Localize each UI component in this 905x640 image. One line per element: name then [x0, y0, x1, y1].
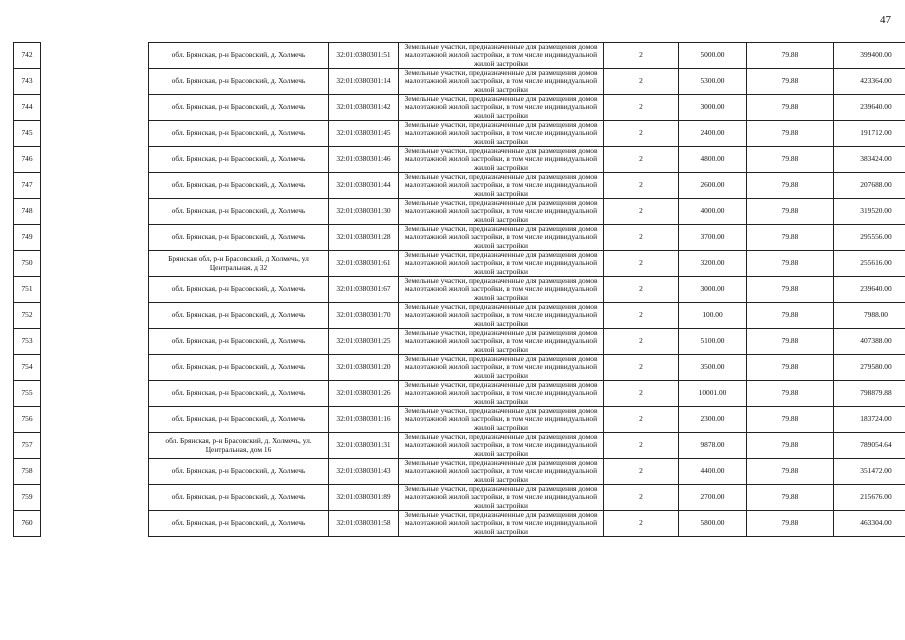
group-cell: 2	[604, 485, 679, 511]
cadastral-number-cell: 32:01:0380301:61	[329, 251, 399, 277]
specific-value-cell: 79.88	[747, 173, 834, 199]
empty-column	[41, 173, 149, 199]
table-row	[14, 121, 905, 147]
specific-value-cell: 79.88	[747, 381, 834, 407]
area-cell: 10001.00	[679, 381, 747, 407]
table-body	[14, 43, 905, 537]
area-cell: 2300.00	[679, 407, 747, 433]
land-use-category-cell: Земельные участки, предназначенные для размещения домов малоэтажной жилой застройки, в том числе индивидуальной жилой застройки	[399, 459, 604, 485]
empty-column	[41, 277, 149, 303]
specific-value-cell: 79.88	[747, 69, 834, 95]
table-row	[14, 511, 905, 537]
address-cell: обл. Брянская, р-н Брасовский, д. Холмечь	[149, 43, 329, 69]
land-use-category-cell: Земельные участки, предназначенные для размещения домов малоэтажной жилой застройки, в том числе индивидуальной жилой застройки	[399, 407, 604, 433]
group-cell: 2	[604, 251, 679, 277]
address-cell: обл. Брянская, р-н Брасовский, д. Холмечь	[149, 511, 329, 537]
empty-column	[41, 303, 149, 329]
specific-value-cell: 79.88	[747, 355, 834, 381]
specific-value-cell: 79.88	[747, 121, 834, 147]
table-row	[14, 199, 905, 225]
group-cell: 2	[604, 511, 679, 537]
cadastral-number-cell: 32:01:0380301:51	[329, 43, 399, 69]
cadastral-number-cell: 32:01:0380301:30	[329, 199, 399, 225]
specific-value-cell: 79.88	[747, 277, 834, 303]
row-number: 748	[14, 199, 41, 225]
empty-column	[41, 225, 149, 251]
empty-column	[41, 433, 149, 459]
address-cell: обл. Брянская, р-н Брасовский, д. Холмечь	[149, 69, 329, 95]
area-cell: 2400.00	[679, 121, 747, 147]
address-cell: обл. Брянская, р-н Брасовский, д. Холмечь	[149, 485, 329, 511]
empty-column	[41, 121, 149, 147]
empty-column	[41, 381, 149, 407]
table-row	[14, 225, 905, 251]
area-cell: 4000.00	[679, 199, 747, 225]
group-cell: 2	[604, 433, 679, 459]
empty-column	[41, 407, 149, 433]
table-row	[14, 303, 905, 329]
cadastral-value-cell: 183724.00	[834, 407, 905, 433]
empty-column	[41, 147, 149, 173]
group-cell: 2	[604, 199, 679, 225]
row-number: 760	[14, 511, 41, 537]
group-cell: 2	[604, 95, 679, 121]
table-row	[14, 381, 905, 407]
specific-value-cell: 79.88	[747, 95, 834, 121]
cadastral-value-cell: 191712.00	[834, 121, 905, 147]
table-row	[14, 485, 905, 511]
land-use-category-cell: Земельные участки, предназначенные для размещения домов малоэтажной жилой застройки, в том числе индивидуальной жилой застройки	[399, 485, 604, 511]
group-cell: 2	[604, 303, 679, 329]
cadastral-number-cell: 32:01:0380301:20	[329, 355, 399, 381]
specific-value-cell: 79.88	[747, 459, 834, 485]
table-row	[14, 459, 905, 485]
row-number: 750	[14, 251, 41, 277]
area-cell: 3000.00	[679, 95, 747, 121]
group-cell: 2	[604, 225, 679, 251]
address-cell: обл. Брянская, р-н Брасовский, д. Холмечь	[149, 303, 329, 329]
address-cell: обл. Брянская, р-н Брасовский, д. Холмечь	[149, 199, 329, 225]
cadastral-value-cell: 279580.00	[834, 355, 905, 381]
row-number: 744	[14, 95, 41, 121]
row-number: 754	[14, 355, 41, 381]
row-number: 751	[14, 277, 41, 303]
address-cell: обл. Брянская, р-н Брасовский, д. Холмечь, ул. Центральная, дом 16	[149, 433, 329, 459]
empty-column	[41, 69, 149, 95]
cadastral-value-cell: 215676.00	[834, 485, 905, 511]
address-cell: обл. Брянская, р-н Брасовский, д. Холмечь	[149, 147, 329, 173]
area-cell: 4400.00	[679, 459, 747, 485]
cadastral-value-cell: 407388.00	[834, 329, 905, 355]
cadastral-value-cell: 7988.00	[834, 303, 905, 329]
cadastral-number-cell: 32:01:0380301:16	[329, 407, 399, 433]
specific-value-cell: 79.88	[747, 147, 834, 173]
row-number: 746	[14, 147, 41, 173]
row-number: 752	[14, 303, 41, 329]
table-row	[14, 251, 905, 277]
area-cell: 2600.00	[679, 173, 747, 199]
table-row	[14, 147, 905, 173]
cadastral-value-cell: 789054.64	[834, 433, 905, 459]
empty-column	[41, 199, 149, 225]
specific-value-cell: 79.88	[747, 225, 834, 251]
cadastral-number-cell: 32:01:0380301:45	[329, 121, 399, 147]
specific-value-cell: 79.88	[747, 511, 834, 537]
address-cell: обл. Брянская, р-н Брасовский, д. Холмечь	[149, 121, 329, 147]
empty-column	[41, 95, 149, 121]
table-row	[14, 329, 905, 355]
cadastral-value-cell: 239640.00	[834, 277, 905, 303]
address-cell: обл. Брянская, р-н Брасовский, д. Холмечь	[149, 329, 329, 355]
group-cell: 2	[604, 121, 679, 147]
cadastral-number-cell: 32:01:0380301:67	[329, 277, 399, 303]
cadastral-number-cell: 32:01:0380301:70	[329, 303, 399, 329]
land-use-category-cell: Земельные участки, предназначенные для размещения домов малоэтажной жилой застройки, в том числе индивидуальной жилой застройки	[399, 43, 604, 69]
specific-value-cell: 79.88	[747, 485, 834, 511]
table-row	[14, 355, 905, 381]
cadastral-value-cell: 399400.00	[834, 43, 905, 69]
row-number: 747	[14, 173, 41, 199]
cadastral-number-cell: 32:01:0380301:58	[329, 511, 399, 537]
empty-column	[41, 459, 149, 485]
cadastral-number-cell: 32:01:0380301:89	[329, 485, 399, 511]
cadastral-number-cell: 32:01:0380301:31	[329, 433, 399, 459]
row-number: 745	[14, 121, 41, 147]
cadastral-value-cell: 207688.00	[834, 173, 905, 199]
group-cell: 2	[604, 277, 679, 303]
empty-column	[41, 511, 149, 537]
specific-value-cell: 79.88	[747, 407, 834, 433]
area-cell: 4800.00	[679, 147, 747, 173]
land-use-category-cell: Земельные участки, предназначенные для размещения домов малоэтажной жилой застройки, в том числе индивидуальной жилой застройки	[399, 303, 604, 329]
row-number: 757	[14, 433, 41, 459]
cadastral-value-cell: 351472.00	[834, 459, 905, 485]
area-cell: 2700.00	[679, 485, 747, 511]
specific-value-cell: 79.88	[747, 43, 834, 69]
row-number: 755	[14, 381, 41, 407]
group-cell: 2	[604, 355, 679, 381]
cadastral-value-cell: 239640.00	[834, 95, 905, 121]
land-use-category-cell: Земельные участки, предназначенные для размещения домов малоэтажной жилой застройки, в том числе индивидуальной жилой застройки	[399, 95, 604, 121]
address-cell: обл. Брянская, р-н Брасовский, д. Холмечь	[149, 355, 329, 381]
group-cell: 2	[604, 407, 679, 433]
cadastral-value-table	[13, 42, 905, 537]
cadastral-number-cell: 32:01:0380301:43	[329, 459, 399, 485]
cadastral-value-cell: 383424.00	[834, 147, 905, 173]
empty-column	[41, 485, 149, 511]
area-cell: 3700.00	[679, 225, 747, 251]
row-number: 742	[14, 43, 41, 69]
row-number: 758	[14, 459, 41, 485]
address-cell: обл. Брянская, р-н Брасовский, д. Холмечь	[149, 95, 329, 121]
cadastral-number-cell: 32:01:0380301:44	[329, 173, 399, 199]
row-number: 756	[14, 407, 41, 433]
cadastral-number-cell: 32:01:0380301:46	[329, 147, 399, 173]
address-cell: обл. Брянская, р-н Брасовский, д. Холмечь	[149, 277, 329, 303]
table-row	[14, 407, 905, 433]
table-row	[14, 95, 905, 121]
land-use-category-cell: Земельные участки, предназначенные для размещения домов малоэтажной жилой застройки, в том числе индивидуальной жилой застройки	[399, 329, 604, 355]
address-cell: Брянская обл, р-н Брасовский, д Холмечь, ул Центральная, д 32	[149, 251, 329, 277]
land-use-category-cell: Земельные участки, предназначенные для размещения домов малоэтажной жилой застройки, в том числе индивидуальной жилой застройки	[399, 147, 604, 173]
area-cell: 9878.00	[679, 433, 747, 459]
table-row	[14, 433, 905, 459]
specific-value-cell: 79.88	[747, 303, 834, 329]
empty-column	[41, 355, 149, 381]
address-cell: обл. Брянская, р-н Брасовский, д. Холмечь	[149, 225, 329, 251]
cadastral-number-cell: 32:01:0380301:14	[329, 69, 399, 95]
cadastral-value-cell: 255616.00	[834, 251, 905, 277]
group-cell: 2	[604, 329, 679, 355]
area-cell: 5300.00	[679, 69, 747, 95]
specific-value-cell: 79.88	[747, 251, 834, 277]
cadastral-number-cell: 32:01:0380301:28	[329, 225, 399, 251]
row-number: 743	[14, 69, 41, 95]
land-use-category-cell: Земельные участки, предназначенные для размещения домов малоэтажной жилой застройки, в том числе индивидуальной жилой застройки	[399, 511, 604, 537]
empty-column	[41, 251, 149, 277]
empty-column	[41, 43, 149, 69]
address-cell: обл. Брянская, р-н Брасовский, д. Холмечь	[149, 381, 329, 407]
land-use-category-cell: Земельные участки, предназначенные для размещения домов малоэтажной жилой застройки, в том числе индивидуальной жилой застройки	[399, 355, 604, 381]
row-number: 753	[14, 329, 41, 355]
address-cell: обл. Брянская, р-н Брасовский, д. Холмечь	[149, 173, 329, 199]
land-use-category-cell: Земельные участки, предназначенные для размещения домов малоэтажной жилой застройки, в том числе индивидуальной жилой застройки	[399, 121, 604, 147]
group-cell: 2	[604, 381, 679, 407]
area-cell: 3000.00	[679, 277, 747, 303]
table-row	[14, 43, 905, 69]
cadastral-value-cell: 319520.00	[834, 199, 905, 225]
cadastral-value-cell: 295556.00	[834, 225, 905, 251]
land-use-category-cell: Земельные участки, предназначенные для размещения домов малоэтажной жилой застройки, в том числе индивидуальной жилой застройки	[399, 433, 604, 459]
land-use-category-cell: Земельные участки, предназначенные для размещения домов малоэтажной жилой застройки, в том числе индивидуальной жилой застройки	[399, 277, 604, 303]
land-use-category-cell: Земельные участки, предназначенные для размещения домов малоэтажной жилой застройки, в том числе индивидуальной жилой застройки	[399, 251, 604, 277]
table-row	[14, 173, 905, 199]
area-cell: 5800.00	[679, 511, 747, 537]
cadastral-number-cell: 32:01:0380301:42	[329, 95, 399, 121]
cadastral-value-cell: 463304.00	[834, 511, 905, 537]
land-use-category-cell: Земельные участки, предназначенные для размещения домов малоэтажной жилой застройки, в том числе индивидуальной жилой застройки	[399, 199, 604, 225]
row-number: 759	[14, 485, 41, 511]
land-use-category-cell: Земельные участки, предназначенные для размещения домов малоэтажной жилой застройки, в том числе индивидуальной жилой застройки	[399, 381, 604, 407]
address-cell: обл. Брянская, р-н Брасовский, д. Холмечь	[149, 459, 329, 485]
specific-value-cell: 79.88	[747, 199, 834, 225]
table-row	[14, 277, 905, 303]
cadastral-number-cell: 32:01:0380301:26	[329, 381, 399, 407]
page-number: 47	[880, 14, 891, 26]
land-use-category-cell: Земельные участки, предназначенные для размещения домов малоэтажной жилой застройки, в том числе индивидуальной жилой застройки	[399, 69, 604, 95]
empty-column	[41, 329, 149, 355]
group-cell: 2	[604, 147, 679, 173]
area-cell: 3500.00	[679, 355, 747, 381]
area-cell: 5000.00	[679, 43, 747, 69]
specific-value-cell: 79.88	[747, 433, 834, 459]
land-use-category-cell: Земельные участки, предназначенные для размещения домов малоэтажной жилой застройки, в том числе индивидуальной жилой застройки	[399, 173, 604, 199]
group-cell: 2	[604, 69, 679, 95]
table-row	[14, 69, 905, 95]
area-cell: 100.00	[679, 303, 747, 329]
land-use-category-cell: Земельные участки, предназначенные для размещения домов малоэтажной жилой застройки, в том числе индивидуальной жилой застройки	[399, 225, 604, 251]
specific-value-cell: 79.88	[747, 329, 834, 355]
group-cell: 2	[604, 43, 679, 69]
cadastral-number-cell: 32:01:0380301:25	[329, 329, 399, 355]
group-cell: 2	[604, 459, 679, 485]
area-cell: 3200.00	[679, 251, 747, 277]
area-cell: 5100.00	[679, 329, 747, 355]
cadastral-value-cell: 798879.88	[834, 381, 905, 407]
row-number: 749	[14, 225, 41, 251]
cadastral-value-cell: 423364.00	[834, 69, 905, 95]
group-cell: 2	[604, 173, 679, 199]
address-cell: обл. Брянская, р-н Брасовский, д. Холмечь	[149, 407, 329, 433]
